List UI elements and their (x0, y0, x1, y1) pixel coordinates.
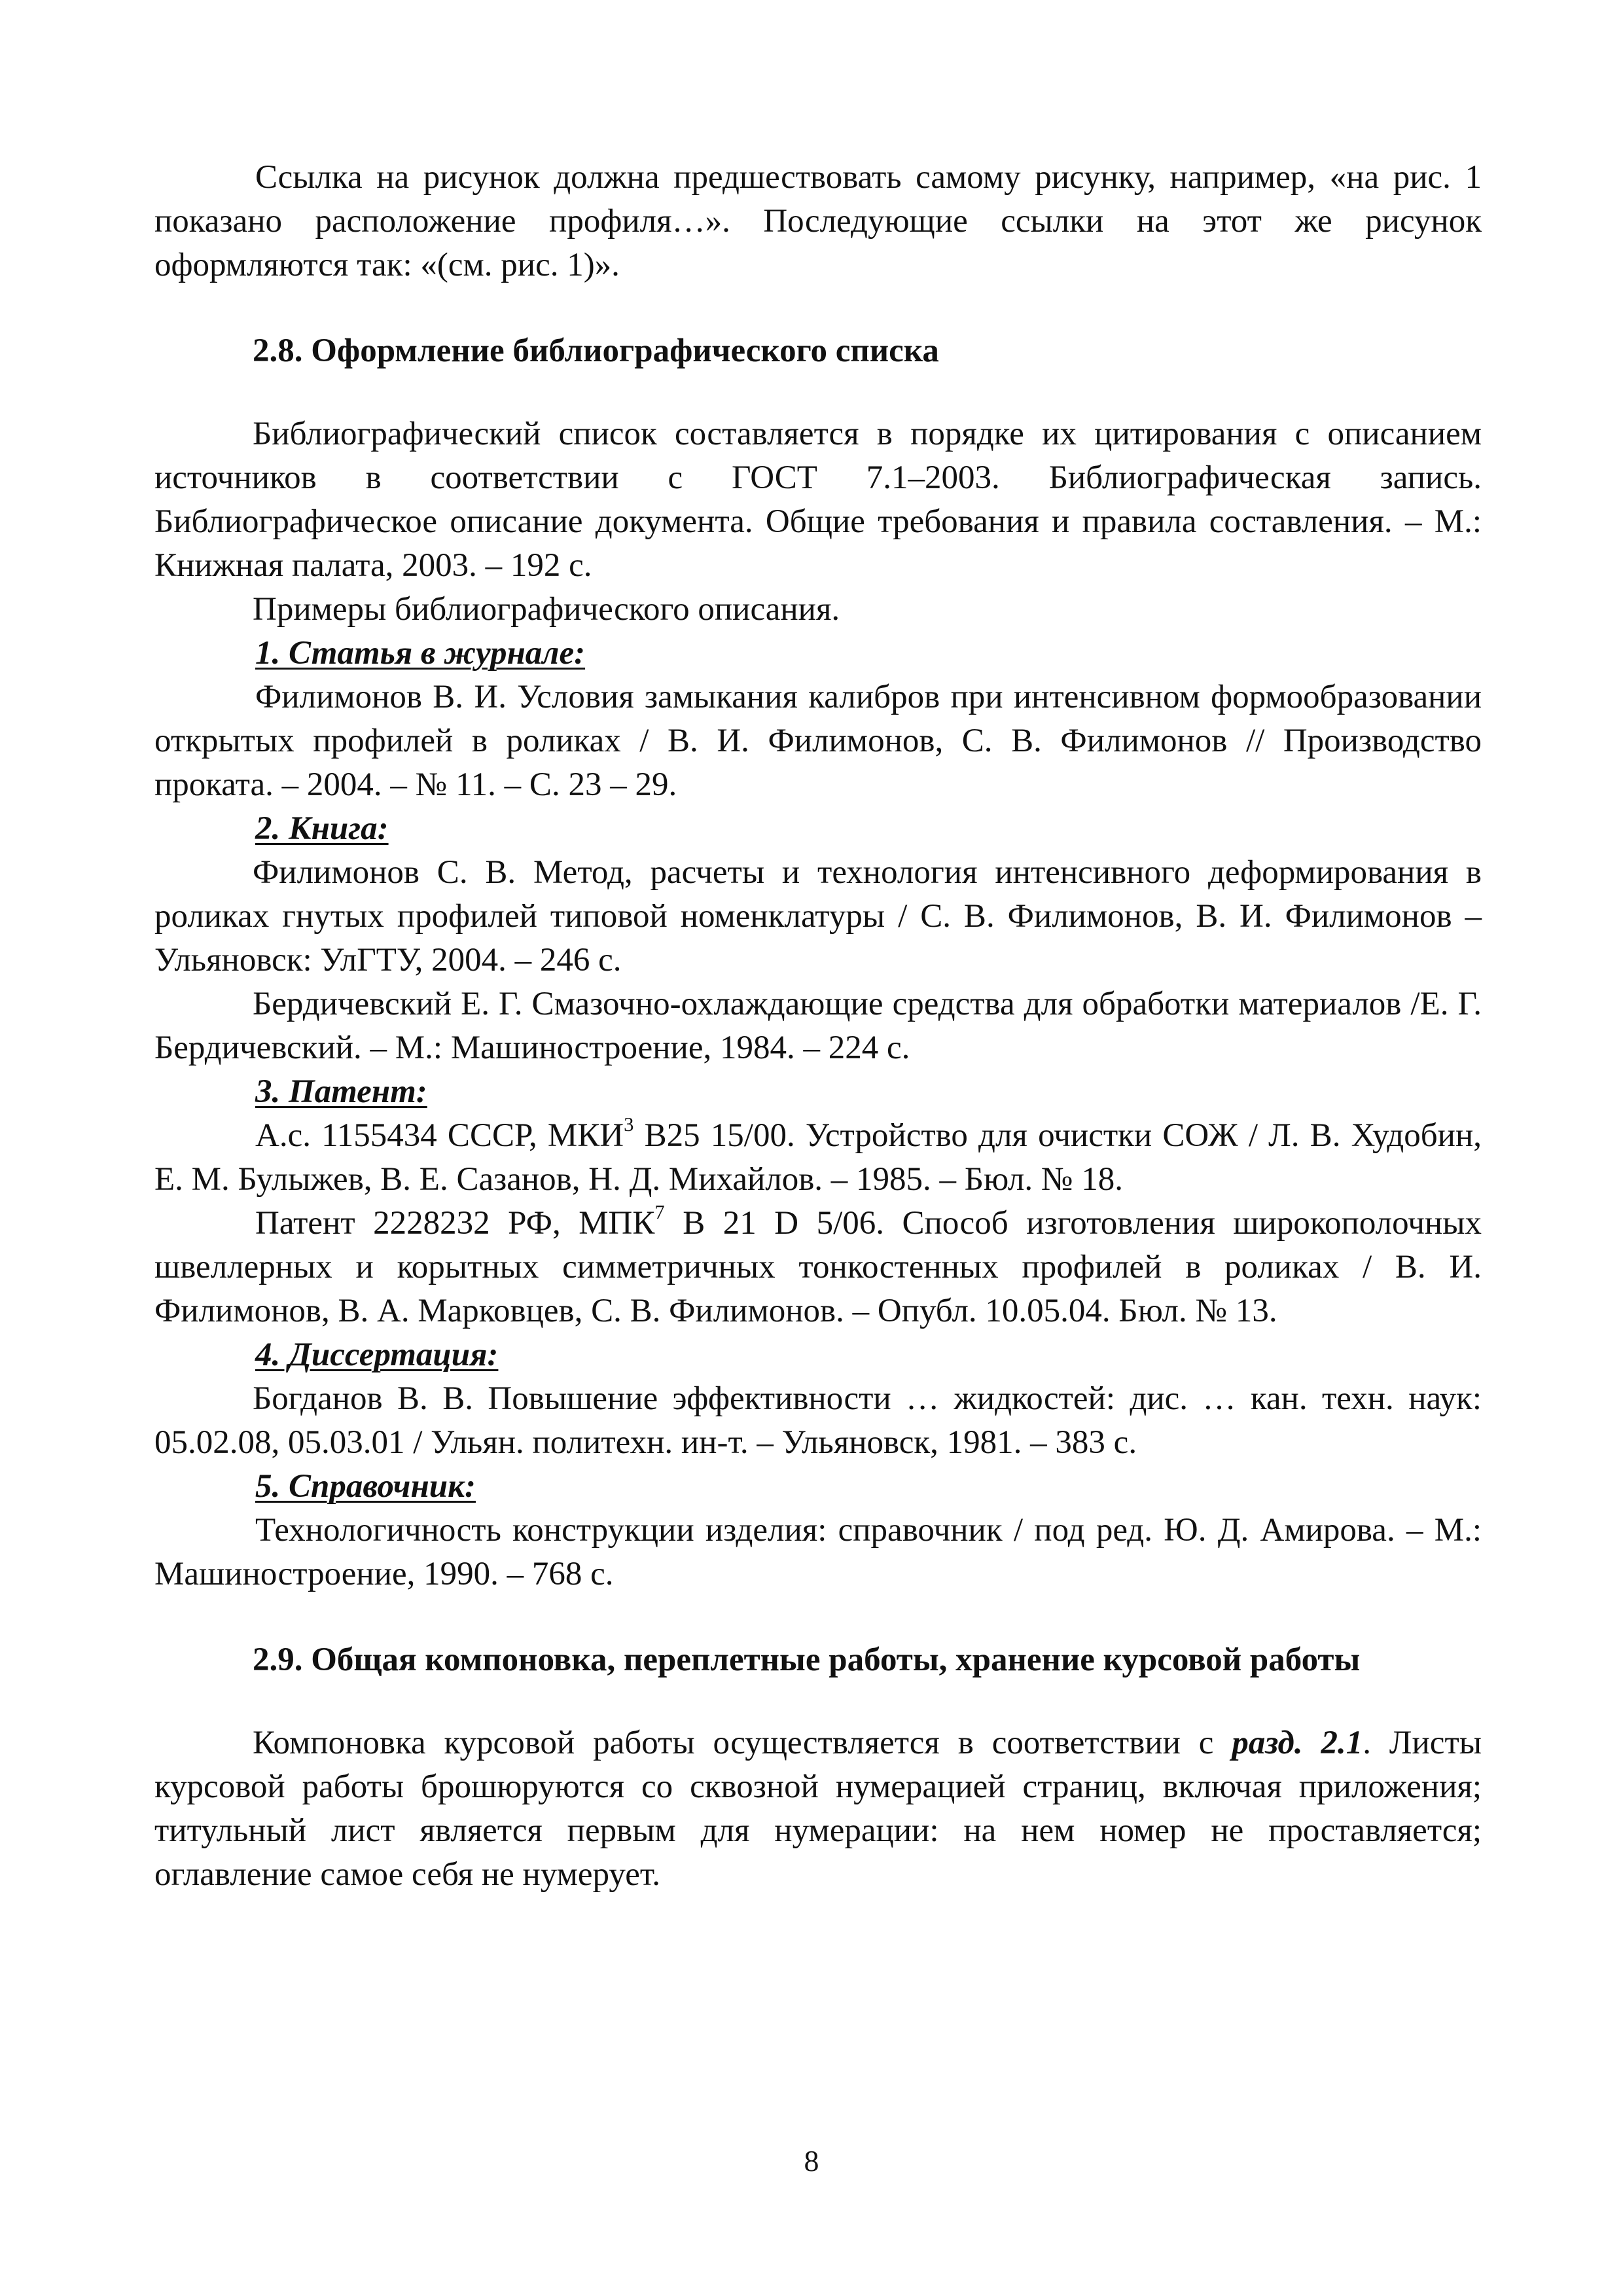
category-label: 2. Книга: (255, 810, 389, 847)
category-label: 5. Справочник: (255, 1468, 476, 1505)
section-2-9-heading: 2.9. Общая компоновка, переплетные работы, хранение курсовой работы (253, 1641, 1361, 1678)
category-patent (154, 1070, 1482, 1114)
bibliography-paragraph: Библиографический список составляется в порядке их цитирования с описанием источников в соответствии с ГОСТ 7.1–2003. Библиографическая запись. Библиографическое описание документа. Общие требования и правила составления. – М.: Книжная палата, 2003. – 192 с. (154, 416, 1482, 584)
category-label: 3. Патент: (255, 1073, 427, 1110)
patent-1-rest: B25 15/00. Устройство для очистки СОЖ / Л. В. Худобин, Е. М. Булыжев, В. Е. Сазанов, Н. Д. Михайлов. – 1985. – Бюл. № 18. (154, 1117, 1482, 1198)
bib-entry-dissertation: Богданов В. В. Повышение эффективности … жидкостей: дис. … кан. техн. наук: 05.02.08, 05.03.01 / Ульян. политехн. ин-т. – Ульяновск, 1981. – 383 с. (154, 1380, 1482, 1461)
section-2-8-heading: 2.8. Оформление библиографического списка (253, 332, 939, 369)
patent-1-start: А.с. 1155434 СССР, МКИ (255, 1117, 624, 1154)
layout-paragraph-rest: . Листы курсовой работы брошюруются со сквозной нумерацией страниц, включая приложения; титульный лист является первым для нумерации: на нем номер не проставляется; оглавление самое себя не нумерует. (154, 1725, 1482, 1893)
examples-intro: Примеры библиографического описания. (253, 591, 840, 628)
bib-entry-patent-2 (154, 1202, 1482, 1333)
category-handbook (154, 1465, 1482, 1509)
patent-2-sup: 7 (654, 1201, 665, 1224)
page-number: 8 (804, 2144, 819, 2178)
bib-entry-book-2: Бердичевский Е. Г. Смазочно-охлаждающие средства для обработки материалов /Е. Г. Бердичевский. – М.: Машиностроение, 1984. – 224 с. (154, 986, 1482, 1066)
category-label: 1. Статья в журнале: (255, 635, 586, 672)
intro-paragraph: Ссылка на рисунок должна предшествовать самому рисунку, например, «на рис. 1 показано расположение профиля…». Последующие ссылки на этот же рисунок оформляются так: «(см. рис. 1)». (154, 159, 1482, 283)
layout-paragraph (154, 1721, 1482, 1897)
category-label: 4. Диссертация: (255, 1336, 499, 1373)
patent-2-rest: B 21 D 5/06. Способ изготовления широкополочных швеллерных и корытных симметричных тонкостенных профилей в роликах / В. И. Филимонов, В. А. Марковцев, С. В. Филимонов. – Опубл. 10.05.04. Бюл. № 13. (154, 1205, 1482, 1329)
layout-paragraph-start: Компоновка курсовой работы осуществляется в соответствии с (253, 1725, 1232, 1761)
category-dissertation (154, 1333, 1482, 1377)
category-article (154, 632, 1482, 675)
patent-2-start: Патент 2228232 РФ, МПК (255, 1205, 655, 1242)
patent-1-sup: 3 (624, 1113, 634, 1136)
section-reference: разд. 2.1 (1232, 1725, 1363, 1761)
category-book (154, 807, 1482, 851)
bib-entry-handbook: Технологичность конструкции изделия: справочник / под ред. Ю. Д. Амирова. – М.: Машиностроение, 1990. – 768 с. (154, 1512, 1482, 1592)
page-content (154, 156, 1482, 1897)
bib-entry-book-1: Филимонов С. В. Метод, расчеты и технология интенсивного деформирования в роликах гнутых профилей типовой номенклатуры / С. В. Филимонов, В. И. Филимонов – Ульяновск: УлГТУ, 2004. – 246 с. (154, 854, 1482, 978)
bib-entry-patent-1 (154, 1114, 1482, 1202)
bib-entry-article: Филимонов В. И. Условия замыкания калибров при интенсивном формообразовании открытых профилей в роликах / В. И. Филимонов, С. В. Филимонов // Производство проката. – 2004. – № 11. – С. 23 – 29. (154, 679, 1482, 803)
